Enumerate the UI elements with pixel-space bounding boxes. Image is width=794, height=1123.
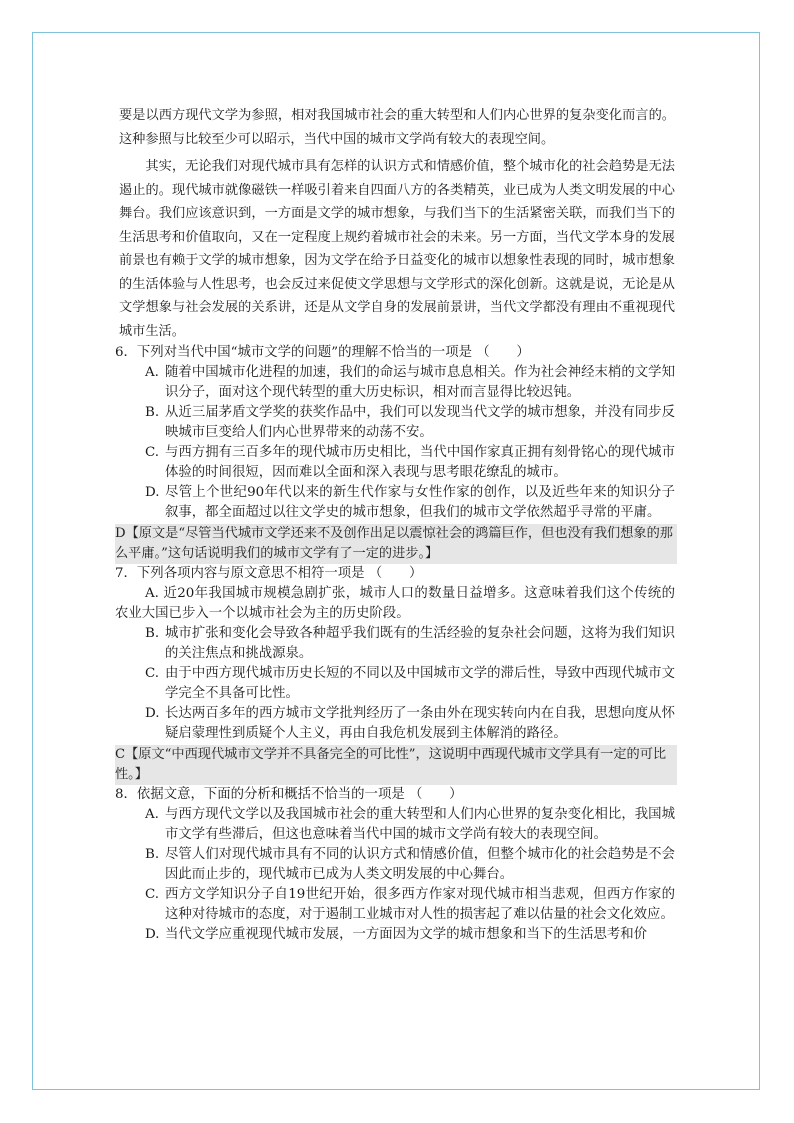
option-label: D. bbox=[145, 485, 160, 500]
option-b bbox=[145, 403, 675, 443]
option-a bbox=[145, 805, 675, 845]
question-6 bbox=[115, 343, 675, 564]
option-text: 随着中国城市化进程的加速，我们的命运与城市息息相关。作为社会神经末梢的文学知识分子，面对这个现代转型的重大历史标识，相对而言显得比较迟钝。 bbox=[165, 365, 675, 400]
option-label: A. bbox=[145, 807, 159, 822]
question-stem: 6．下列对当代中国“城市文学的问题”的理解不恰当的一项是 （ ） bbox=[115, 345, 530, 360]
option-a bbox=[145, 363, 675, 403]
option-text: 尽管上个世纪90年代以来的新生代作家与女性作家的创作，以及近些年来的知识分子叙事，都全面超过以往文学史的城市想象，但我们的城市文学依然超乎寻常的平庸。 bbox=[165, 485, 675, 520]
option-d bbox=[145, 925, 675, 945]
question-8 bbox=[115, 785, 675, 945]
option-label: C. bbox=[145, 445, 160, 460]
option-label: D. bbox=[145, 706, 160, 721]
option-text: 与西方现代文学以及我国城市社会的重大转型和人们内心世界的复杂变化相比，我国城市文学有些滞后，但这也意味着当代中国的城市文学尚有较大的表现空间。 bbox=[165, 807, 675, 842]
document-content bbox=[115, 104, 675, 945]
option-label: B. bbox=[145, 626, 160, 641]
option-label: B. bbox=[145, 847, 160, 862]
option-label: C. bbox=[145, 887, 160, 902]
option-text: 与西方拥有三百多年的现代城市历史相比，当代中国作家真正拥有刻骨铭心的现代城市体验的时间很短，因而难以全面和深入表现与思考眼花缭乱的城市。 bbox=[165, 445, 675, 480]
option-c bbox=[145, 443, 675, 483]
option-label: C. bbox=[145, 666, 160, 681]
passage-paragraph-1: 要是以西方现代文学为参照，相对我国城市社会的重大转型和人们内心世界的复杂变化而言的。这种参照与比较至少可以昭示，当代中国的城市文学尚有较大的表现空间。 bbox=[119, 108, 675, 147]
question-7 bbox=[115, 564, 675, 785]
option-label: A. bbox=[145, 365, 159, 380]
option-c bbox=[145, 664, 675, 704]
option-text: 当代文学应重视现代城市发展，一方面因为文学的城市想象和当下的生活思考和价 bbox=[165, 927, 648, 942]
option-text: 近20年我国城市规模急剧扩张，城市人口的数量日益增多。这意味着我们这个传统的农业大国已步入一个以城市社会为主的历史阶段。 bbox=[115, 586, 675, 621]
option-text: 由于中西方现代城市历史长短的不同以及中国城市文学的滞后性，导致中西现代城市文学完全不具备可比性。 bbox=[165, 666, 675, 701]
question-stem: 7．下列各项内容与原文意思不相符一项是 （ ） bbox=[115, 566, 423, 581]
passage-paragraph-2: 其实，无论我们对现代城市具有怎样的认识方式和情感价值，整个城市化的社会趋势是无法遏止的。现代城市就像磁铁一样吸引着来自四面八方的各类精英，业已成为人类文明发展的中心舞台。我们应该意识到，一方面是文学的城市想象，与我们当下的生活紧密关联，而我们当下的生活思考和价值取向，又在一定程度上规约着城市社会的未来。另一方面，当代文学本身的发展前景也有赖于文学的城市想象，因为文学在给予日益变化的城市以想象性表现的同时，城市想象的生活体验与人性思考，也会反过来促使文学思想与文学形式的深化创新。这就是说，无论是从文学想象与社会发展的关系讲，还是从文学自身的发展前景讲，当代文学都没有理由不重视现代城市生活。 bbox=[119, 159, 675, 339]
option-b bbox=[145, 624, 675, 664]
option-text: 城市扩张和变化会导致各种超乎我们既有的生活经验的复杂社会问题，这将为我们知识的关注焦点和挑战源泉。 bbox=[165, 626, 675, 661]
option-text: 从近三届茅盾文学奖的获奖作品中，我们可以发现当代文学的城市想象，并没有同步反映城市巨变给人们内心世界带来的动荡不安。 bbox=[165, 405, 675, 440]
answer-explanation: D【原文是“尽管当代城市文学还来不及创作出足以震惊社会的鸿篇巨作，但也没有我们想象的那么平庸。”这句话说明我们的城市文学有了一定的进步。】 bbox=[115, 524, 677, 564]
question-stem: 8．依据文意，下面的分析和概括不恰当的一项是 （ ） bbox=[115, 787, 463, 802]
option-label: D. bbox=[145, 927, 160, 942]
option-label: B. bbox=[145, 405, 160, 420]
option-a bbox=[115, 584, 675, 624]
answer-explanation: C【原文“中西现代城市文学并不具备完全的可比性”，这说明中西现代城市文学具有一定的可比性。】 bbox=[115, 745, 677, 785]
option-text: 西方文学知识分子自19世纪开始，很多西方作家对现代城市相当悲观，但西方作家的这种对待城市的态度，对于遏制工业城市对人性的损害起了难以估量的社会文化效应。 bbox=[165, 887, 675, 922]
option-d bbox=[145, 704, 675, 744]
option-d bbox=[145, 483, 675, 523]
option-label: A. bbox=[145, 586, 159, 601]
option-b bbox=[145, 845, 675, 885]
option-text: 尽管人们对现代城市具有不同的认识方式和情感价值，但整个城市化的社会趋势是不会因此而止步的，现代城市已成为人类文明发展的中心舞台。 bbox=[165, 847, 675, 882]
option-text: 长达两百多年的西方城市文学批判经历了一条由外在现实转向内在自我，思想向度从怀疑启蒙理性到质疑个人主义，再由自我危机发展到主体解消的路径。 bbox=[165, 706, 675, 741]
option-c bbox=[145, 885, 675, 925]
